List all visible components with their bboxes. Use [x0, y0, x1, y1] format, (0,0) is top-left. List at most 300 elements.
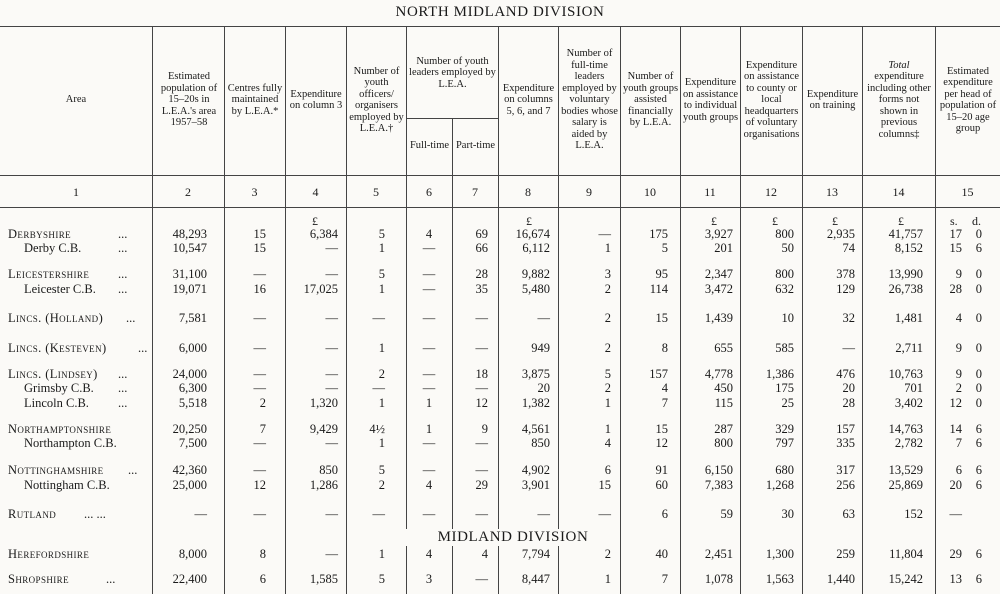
cell-c4: 850 [319, 463, 338, 477]
table-row [0, 436, 1000, 451]
cell-c3: — [253, 311, 266, 325]
cell-c13: 63 [842, 507, 855, 521]
header-expenditure-col3: Expenditure on column 3 [289, 88, 343, 111]
leader-dots: ... [118, 367, 128, 381]
cell-c8: 20 [537, 381, 550, 395]
header-training: Expenditure on training [806, 88, 859, 111]
cell-c10: 7 [661, 396, 668, 410]
cell-c12: 800 [775, 227, 794, 241]
cell-c10: 6 [661, 507, 668, 521]
table-row [0, 396, 1000, 411]
cell-c9: 2 [604, 311, 611, 325]
cell-c7: 28 [475, 267, 488, 281]
table-row [0, 422, 1000, 437]
cell-c12: 50 [781, 241, 794, 255]
colnum: 12 [765, 185, 777, 199]
header-assistance-groups: Expenditure on assistance to individual youth groups [682, 77, 739, 123]
pound-sign: £ [711, 214, 717, 228]
table-row [0, 341, 1000, 356]
cell-c13: 74 [842, 241, 855, 255]
cell-c9: — [598, 507, 611, 521]
area-name: Grimsby C.B. [24, 381, 94, 395]
cell-c2: 48,293 [172, 227, 207, 241]
cell-c4: 1,320 [309, 396, 338, 410]
cell-c13: 259 [836, 547, 855, 561]
cell-c12: 632 [775, 282, 794, 296]
cell-s: 29 [949, 547, 962, 561]
cell-c3: — [253, 463, 266, 477]
cell-c14: 152 [904, 507, 923, 521]
colnum: 13 [826, 185, 838, 199]
cell-c2: 22,400 [172, 572, 207, 586]
header-youth-leaders: Number of youth leaders employed by L.E.A. [409, 55, 496, 90]
cell-c4: — [325, 267, 338, 281]
cell-c2: 5,518 [178, 396, 207, 410]
area-name: Nottingham C.B. [24, 478, 110, 492]
cell-s: — [949, 507, 962, 521]
cell-c9: — [598, 227, 611, 241]
cell-d: 6 [975, 572, 982, 586]
colnum: 4 [312, 185, 319, 199]
cell-c3: — [253, 436, 266, 450]
cell-c3: — [253, 267, 266, 281]
header-expenditure-5-6-7: Expenditure on columns 5, 6, and 7 [502, 82, 555, 117]
cell-c6: — [422, 241, 436, 255]
cell-c6: — [422, 367, 436, 381]
cell-c7: — [475, 311, 488, 325]
cell-c6: 4 [425, 547, 433, 561]
header-total-italic: Total [888, 59, 910, 71]
cell-c2: 6,000 [178, 341, 207, 355]
cell-c5: 1 [378, 396, 385, 410]
pound-sign: £ [772, 214, 778, 228]
cell-c8: 16,674 [515, 227, 550, 241]
cell-c10: 157 [649, 367, 668, 381]
cell-c2: 7,581 [178, 311, 207, 325]
shillings-unit: s. [950, 214, 958, 228]
cell-d: 0 [975, 381, 982, 395]
cell-c3: 6 [259, 572, 266, 586]
cell-c13: 335 [836, 436, 855, 450]
cell-c13: 28 [842, 396, 855, 410]
cell-c12: 1,563 [765, 572, 794, 586]
cell-c14: 25,869 [888, 478, 923, 492]
leader-dots: ... [118, 267, 128, 281]
cell-c9: 5 [604, 367, 611, 381]
cell-c4: 6,384 [309, 227, 338, 241]
cell-c14: 10,763 [888, 367, 923, 381]
table-row [0, 572, 1000, 587]
cell-c8: 949 [531, 341, 550, 355]
cell-c2: 7,500 [178, 436, 207, 450]
colnum: 9 [586, 185, 592, 199]
cell-c13: 129 [836, 282, 855, 296]
cell-c13: 317 [836, 463, 855, 477]
cell-c3: 15 [253, 241, 266, 255]
cell-c12: 30 [781, 507, 794, 521]
cell-c12: 329 [775, 422, 794, 436]
cell-s: 9 [955, 267, 962, 281]
area-name: Northamptonshire [8, 422, 112, 436]
cell-s: 20 [949, 478, 962, 492]
cell-c4: — [325, 341, 338, 355]
cell-s: 4 [955, 311, 962, 325]
cell-c9: 4 [604, 436, 611, 450]
cell-c9: 6 [604, 463, 611, 477]
cell-s: 12 [949, 396, 962, 410]
cell-c8: 1,382 [521, 396, 550, 410]
header-top-rule [0, 26, 1000, 27]
cell-s: 13 [949, 572, 962, 586]
cell-c6: — [422, 311, 436, 325]
north-midland-division-title: NORTH MIDLAND DIVISION [395, 4, 605, 20]
cell-c4: 17,025 [303, 282, 338, 296]
area-name: Lincs. (Kesteven) [8, 341, 107, 355]
cell-c4: — [325, 381, 338, 395]
cell-c10: 4 [661, 381, 668, 395]
header-youth-officers: Number of youth officers/ organisers employed by L.E.A.† [349, 65, 404, 134]
cell-c8: 5,480 [521, 282, 550, 296]
pound-sign: £ [312, 214, 318, 228]
cell-c11: 2,451 [704, 547, 733, 561]
area-name: Lincs. (Lindsey) [8, 367, 98, 381]
cell-c4: — [325, 436, 338, 450]
cell-c11: 800 [714, 436, 733, 450]
cell-c12: 175 [775, 381, 794, 395]
cell-c4: — [325, 241, 338, 255]
cell-c2: 24,000 [172, 367, 207, 381]
cell-c5: 5 [378, 572, 385, 586]
cell-c14: 11,804 [889, 547, 923, 561]
cell-c13: 256 [836, 478, 855, 492]
table-row [0, 311, 1000, 326]
pound-sign: £ [526, 214, 532, 228]
cell-c4: 9,429 [309, 422, 338, 436]
leader-dots: ... [118, 227, 128, 241]
cell-c2: 19,071 [172, 282, 207, 296]
area-name: Rutland [8, 507, 57, 521]
cell-c6: 4 [425, 478, 433, 492]
cell-c14: 26,738 [888, 282, 923, 296]
cell-c11: 1,439 [704, 311, 733, 325]
cell-s: 7 [955, 436, 962, 450]
cell-c14: 41,757 [888, 227, 923, 241]
cell-d: 0 [975, 367, 982, 381]
cell-c3: 12 [253, 478, 266, 492]
cell-c10: 12 [655, 436, 668, 450]
cell-c13: 20 [842, 381, 855, 395]
cell-c3: — [253, 507, 266, 521]
header-total [864, 30, 934, 170]
header-part-time: Part-time [455, 140, 496, 152]
cell-c9: 1 [604, 422, 611, 436]
cell-c4: — [325, 507, 338, 521]
leader-dots: ... [128, 463, 138, 477]
cell-d: 0 [975, 311, 982, 325]
cell-c3: 2 [259, 396, 266, 410]
table-row [0, 507, 1000, 522]
cell-c7: — [475, 572, 488, 586]
colnum: 15 [961, 185, 974, 199]
cell-c8: 3,901 [521, 478, 550, 492]
table-row [0, 478, 1000, 493]
cell-c10: 5 [661, 241, 668, 255]
cell-c7: 66 [475, 241, 488, 255]
cell-c2: 20,250 [172, 422, 207, 436]
cell-c8: 850 [531, 436, 550, 450]
cell-c5: 5 [378, 227, 385, 241]
cell-c2: 6,300 [178, 381, 207, 395]
cell-c5: — [372, 507, 385, 521]
cell-c6: — [422, 381, 436, 395]
cell-c9: 2 [604, 282, 611, 296]
cell-c14: 13,990 [888, 267, 923, 281]
table-row [0, 267, 1000, 282]
cell-s: 6 [955, 463, 962, 477]
cell-c11: 1,078 [704, 572, 733, 586]
cell-c6: 4 [425, 227, 433, 241]
cell-c14: 2,711 [895, 341, 923, 355]
cell-c8: 4,561 [521, 422, 550, 436]
cell-c2: 25,000 [172, 478, 207, 492]
cell-c10: 8 [661, 341, 668, 355]
cell-c4: — [325, 547, 338, 561]
header-area: Area [65, 94, 87, 106]
header-bottom-rule [0, 175, 1000, 176]
cell-c10: 95 [655, 267, 668, 281]
cell-s: 15 [949, 241, 962, 255]
cell-c2: — [194, 507, 207, 521]
cell-c2: 31,100 [172, 267, 207, 281]
cell-d: 0 [975, 282, 982, 296]
cell-c13: 1,440 [826, 572, 855, 586]
header-youth-groups: Number of youth groups assisted financially by L.E.A. [622, 71, 679, 129]
cell-c5: 5 [378, 267, 385, 281]
cell-c9: 1 [604, 572, 611, 586]
cell-c4: 1,286 [309, 478, 338, 492]
cell-c6: — [422, 282, 436, 296]
area-name: Nottinghamshire [8, 463, 104, 477]
cell-d: 0 [975, 227, 982, 241]
header-per-head: Estimated expenditure per head of population of 15–20 age group [939, 65, 997, 134]
cell-s: 17 [949, 227, 962, 241]
cell-c5: 2 [378, 367, 385, 381]
cell-c8: 7,794 [521, 547, 550, 561]
cell-c12: 25 [781, 396, 794, 410]
cell-c2: 8,000 [178, 547, 207, 561]
column-number-rule [0, 207, 1000, 208]
pound-sign: £ [832, 214, 838, 228]
cell-c5: 5 [378, 463, 385, 477]
pound-sign: £ [898, 214, 904, 228]
table-row [0, 381, 1000, 396]
colnum: 2 [185, 185, 191, 199]
cell-c7: 69 [475, 227, 488, 241]
cell-c14: 701 [904, 381, 923, 395]
cell-c10: 15 [655, 311, 668, 325]
table-row [0, 282, 1000, 297]
cell-d: 6 [975, 547, 982, 561]
cell-s: 28 [949, 282, 962, 296]
cell-c7: 9 [481, 422, 488, 436]
table-row [0, 463, 1000, 478]
cell-c6: — [422, 436, 436, 450]
cell-c9: 2 [604, 381, 611, 395]
cell-d: 0 [975, 396, 982, 410]
cell-c6: — [422, 507, 436, 521]
cell-c7: 4 [481, 547, 488, 561]
cell-c3: 15 [253, 227, 266, 241]
leader-dots: ... [118, 282, 128, 296]
cell-c9: 1 [604, 396, 611, 410]
cell-c10: 40 [655, 547, 668, 561]
colnum: 5 [373, 185, 379, 199]
colnum: 14 [892, 185, 905, 199]
cell-c3: — [253, 341, 266, 355]
colnum: 7 [472, 185, 478, 199]
cell-c8: 3,875 [521, 367, 550, 381]
cell-c5: 1 [378, 282, 385, 296]
cell-c11: 3,472 [704, 282, 733, 296]
cell-c7: 18 [475, 367, 488, 381]
cell-c7: — [475, 341, 488, 355]
cell-c12: 585 [775, 341, 794, 355]
area-name: Northampton C.B. [24, 436, 117, 450]
cell-c10: 91 [655, 463, 668, 477]
colnum: 11 [704, 185, 716, 199]
cell-c6: — [422, 267, 436, 281]
cell-c7: 29 [475, 478, 488, 492]
midland-division-title: MIDLAND DIVISION [406, 529, 620, 546]
cell-c7: 35 [475, 282, 488, 296]
table-row [0, 227, 1000, 242]
cell-d: 6 [975, 241, 982, 255]
pence-unit: d. [972, 214, 981, 228]
cell-c7: — [475, 507, 488, 521]
colnum: 10 [644, 185, 656, 199]
cell-s: 9 [955, 341, 962, 355]
cell-c12: 800 [775, 267, 794, 281]
cell-c8: 4,902 [521, 463, 550, 477]
cell-c11: 115 [714, 396, 733, 410]
area-name: Shropshire [8, 572, 69, 586]
cell-c2: 10,547 [172, 241, 207, 255]
cell-c14: 13,529 [888, 463, 923, 477]
cell-c10: 7 [661, 572, 668, 586]
cell-c5: 4½ [369, 422, 385, 436]
cell-c14: 1,481 [894, 311, 923, 325]
cell-c9: 1 [604, 241, 611, 255]
cell-c6: — [422, 341, 436, 355]
cell-c13: 32 [842, 311, 855, 325]
header-full-time: Full-time [409, 140, 450, 152]
cell-c12: 1,300 [765, 547, 794, 561]
cell-c6: 1 [425, 396, 433, 410]
cell-c5: 1 [378, 547, 385, 561]
table-row [0, 367, 1000, 382]
table-row [0, 547, 1000, 562]
cell-c14: 3,402 [894, 396, 923, 410]
cell-c5: — [372, 381, 385, 395]
cell-c11: 201 [714, 241, 733, 255]
cell-c13: 378 [836, 267, 855, 281]
cell-c9: 2 [604, 341, 611, 355]
cell-c4: — [325, 311, 338, 325]
cell-c6: 1 [425, 422, 433, 436]
cell-c12: 797 [775, 436, 794, 450]
cell-c14: 15,242 [888, 572, 923, 586]
area-name: Derby C.B. [24, 241, 82, 255]
colnum: 3 [251, 185, 258, 199]
leader-dots: ... [118, 396, 128, 410]
cell-c11: 59 [720, 507, 733, 521]
cell-c7: — [475, 463, 488, 477]
cell-c13: 157 [836, 422, 855, 436]
cell-d: 6 [975, 478, 982, 492]
cell-c11: 6,150 [704, 463, 733, 477]
area-name: Lincs. (Holland) [8, 311, 104, 325]
leader-dots: ... [118, 381, 128, 395]
cell-c8: — [537, 311, 550, 325]
cell-c14: 2,782 [894, 436, 923, 450]
cell-d: 0 [975, 341, 982, 355]
cell-c11: 287 [714, 422, 733, 436]
cell-c12: 1,268 [765, 478, 794, 492]
cell-d: 0 [975, 267, 982, 281]
cell-c11: 450 [714, 381, 733, 395]
cell-c9: 2 [604, 547, 611, 561]
cell-c10: 114 [649, 282, 668, 296]
header-population: Estimated population of 15–20s in L.E.A.'s area 1957–58 [160, 71, 218, 129]
cell-c7: — [475, 436, 488, 450]
cell-c3: — [253, 381, 266, 395]
cell-c13: 2,935 [826, 227, 855, 241]
cell-d: 6 [975, 463, 982, 477]
table-row [0, 241, 1000, 256]
cell-c7: 12 [475, 396, 488, 410]
cell-c3: 7 [259, 422, 266, 436]
cell-c3: 8 [259, 547, 266, 561]
cell-c14: 8,152 [894, 241, 923, 255]
area-name: Leicester C.B. [24, 282, 96, 296]
cell-c14: 14,763 [888, 422, 923, 436]
cell-c12: 1,386 [765, 367, 794, 381]
cell-c6: — [422, 463, 436, 477]
cell-c4: — [325, 367, 338, 381]
area-name: Leicestershire [8, 267, 90, 281]
colnum: 8 [525, 185, 531, 199]
cell-c6: 3 [425, 572, 433, 586]
cell-c5: 1 [378, 241, 385, 255]
leader-dots: ... [138, 341, 148, 355]
leader-dots: ... [106, 572, 116, 586]
leader-dots: ... ... [84, 507, 106, 521]
cell-c5: — [372, 311, 385, 325]
header-voluntary-leaders: Number of full-time leaders employed by voluntary bodies whose salary is aided by L.E.A. [561, 48, 618, 152]
colnum: 1 [73, 185, 79, 199]
cell-c12: 10 [781, 311, 794, 325]
cell-c10: 15 [655, 422, 668, 436]
cell-c11: 7,383 [704, 478, 733, 492]
cell-s: 9 [955, 367, 962, 381]
cell-c11: 4,778 [704, 367, 733, 381]
cell-c4: 1,585 [309, 572, 338, 586]
cell-c12: 680 [775, 463, 794, 477]
cell-s: 14 [949, 422, 962, 436]
cell-d: 6 [975, 436, 982, 450]
cell-c13: 476 [836, 367, 855, 381]
cell-c11: 3,927 [704, 227, 733, 241]
